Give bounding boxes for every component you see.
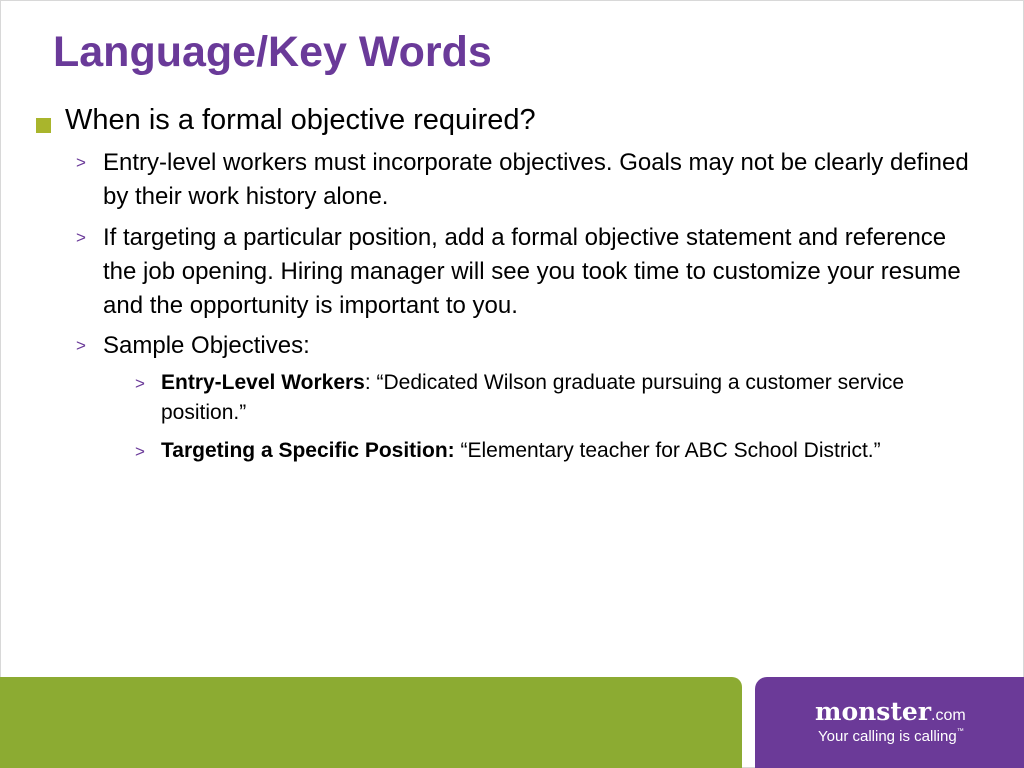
logo-word: monster bbox=[815, 697, 932, 726]
arrow-bullet-icon: > bbox=[135, 442, 145, 461]
tagline-text: Your calling is calling bbox=[818, 728, 957, 745]
footer-brand-panel bbox=[755, 677, 1024, 768]
trademark-mark: ™ bbox=[956, 728, 964, 735]
bullet-level3-bold: Entry-Level Workers bbox=[161, 371, 365, 394]
bullet-level3-text bbox=[161, 436, 941, 466]
bullet-level3-rest: : “Dedicated Wilson graduate pursuing a customer service position.” bbox=[161, 371, 905, 424]
bullet-level2-text: Entry-level workers must incorporate objectives. Goals may not be clearly defined by their work history alone. bbox=[103, 149, 969, 210]
tagline bbox=[818, 728, 964, 745]
arrow-bullet-icon: > bbox=[135, 374, 145, 393]
slide-title: Language/Key Words bbox=[53, 28, 492, 76]
arrow-bullet-icon: > bbox=[76, 228, 86, 247]
bullet-level1-text: When is a formal objective required? bbox=[65, 104, 536, 136]
footer-green-band bbox=[0, 677, 742, 768]
monster-logo bbox=[815, 697, 966, 726]
bullet-level2-text: Sample Objectives: bbox=[103, 332, 310, 359]
arrow-bullet-icon: > bbox=[76, 153, 86, 172]
bullet-level3-text bbox=[161, 368, 941, 428]
bullet-level3-bold: Targeting a Specific Position: bbox=[161, 439, 455, 462]
square-bullet-icon bbox=[36, 118, 51, 133]
bullet-level2-text: If targeting a particular position, add a formal objective statement and reference the job opening. Hiring manager will see you took time to customize your resume and the opportunity is important to you. bbox=[103, 224, 961, 319]
bullet-level3-rest: “Elementary teacher for ABC School District.” bbox=[454, 439, 881, 462]
logo-suffix: .com bbox=[931, 707, 966, 724]
arrow-bullet-icon: > bbox=[76, 336, 86, 355]
